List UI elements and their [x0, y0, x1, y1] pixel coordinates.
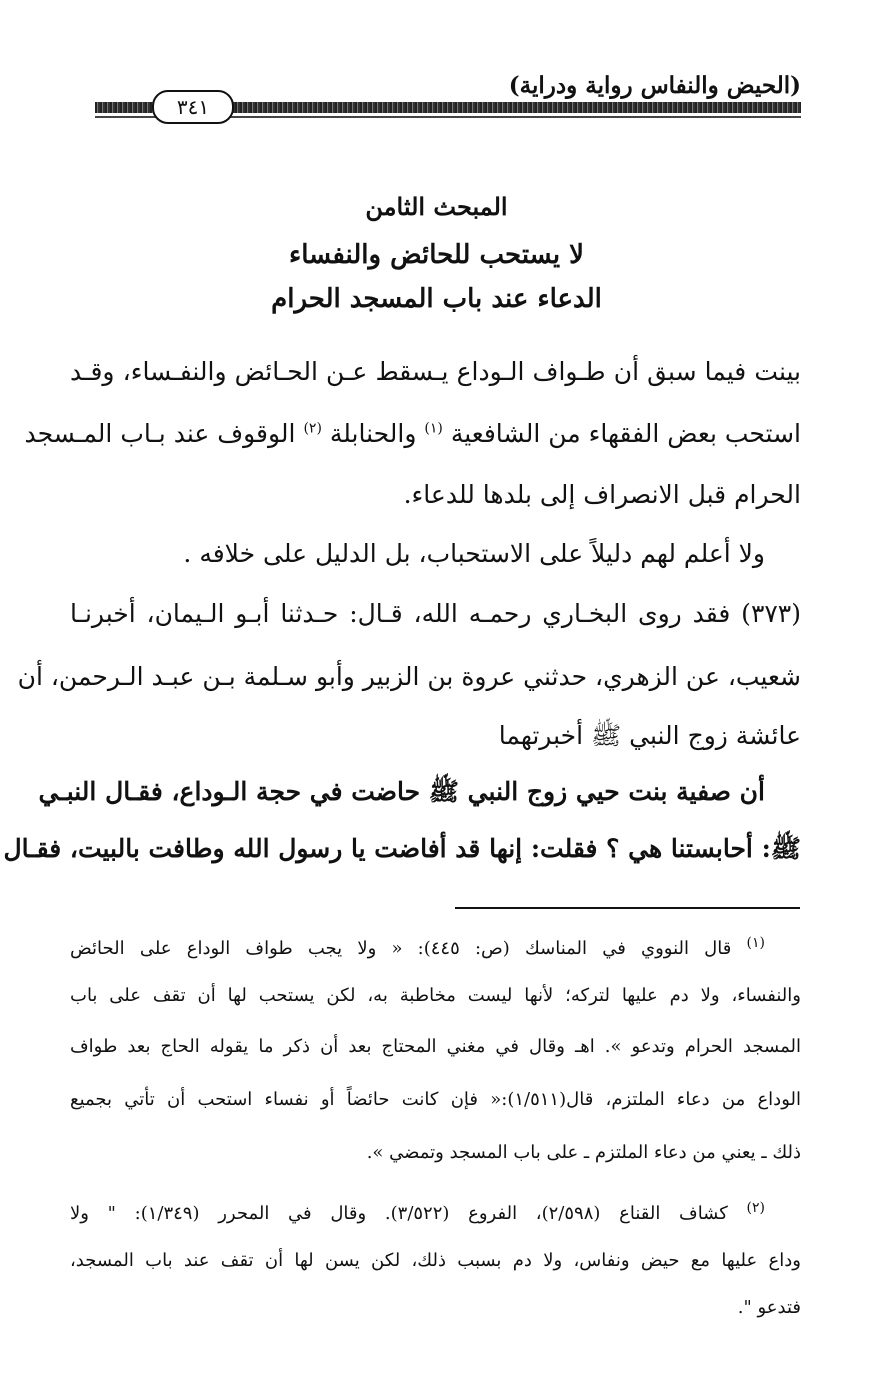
footnote-line: فتدعو ". [737, 1297, 801, 1318]
chapter-title-line-1: لا يستحب للحائض والنفساء [289, 240, 584, 270]
footnote-line: ذلك ـ يعني من دعاء الملتزم ـ على باب المسجد وتمضي ». [366, 1142, 801, 1163]
body-line: شعيب، عن الزهري، حدثني عروة بن الزبير وأبو سـلمة بـن عبـد الـرحمن، أن [17, 662, 801, 691]
footnote-text: كشاف القناع (٢/٥٩٨)، الفروع (٣/٥٢٢). وقال في المحرر (١/٣٤٩): " ولا [70, 1203, 728, 1224]
footnote-line: وداع عليها مع حيض ونفاس، ولا دم بسبب ذلك، لكن يسن لها أن تقف عند باب المسجد، [70, 1250, 801, 1271]
hadith-line: أن صفية بنت حيي زوج النبي ﷺ حاضت في حجة الـوداع، فقـال النبـي [38, 777, 765, 806]
chapter-title-line-2: الدعاء عند باب المسجد الحرام [271, 284, 602, 314]
page-number: ٣٤١ [152, 90, 234, 124]
body-line: الحرام قبل الانصراف إلى بلدها للدعاء. [403, 480, 801, 509]
footnote-line: المسجد الحرام وتدعو ». اهـ وقال في مغني المحتاج بعد أن ذكر ما يقوله الحاج بعد طواف [70, 1036, 801, 1057]
footnote-marker[interactable]: (١) [424, 420, 443, 437]
footnote-line: الوداع من دعاء الملتزم، قال(١/٥١١):« فإن كانت حائضاً أو نفساء استحب أن تأتي بجميع [70, 1089, 801, 1110]
footnote-text: قال النووي في المناسك (ص: ٤٤٥): « ولا يجب طواف الوداع على الحائض [70, 938, 732, 959]
footnote-number: (١) [746, 935, 765, 951]
body-text: الوقوف عند بـاب المـسجد [24, 419, 296, 448]
footnote-line [70, 935, 765, 959]
hadith-line: ﷺ: أحابستنا هي ؟ فقلت: إنها قد أفاضت يا رسول الله وطافت بالبيت، فقـال [3, 834, 801, 863]
body-line: بينت فيما سبق أن طـواف الـوداع يـسقط عـن الحـائض والنفـساء، وقـد [70, 357, 801, 386]
body-text: استحب بعض الفقهاء من الشافعية [450, 419, 801, 448]
footnote-number: (٢) [746, 1200, 765, 1216]
body-line: ولا أعلم لهم دليلاً على الاستحباب، بل الدليل على خلافه . [183, 539, 765, 568]
body-text: والحنابلة [329, 419, 417, 448]
body-line: (٣٧٣) فقد روى البخـاري رحمـه الله، قـال: حـدثنا أبـو الـيمان، أخبرنـا [70, 599, 801, 628]
footnote-marker[interactable]: (٢) [303, 420, 322, 437]
footnote-line: والنفساء، ولا دم عليها لتركه؛ لأنها ليست مخاطبة به، لكن يستحب لها أن تقف على باب [70, 985, 801, 1006]
running-title: (الحيض والنفاس رواية ودراية) [508, 72, 801, 99]
body-line: عائشة زوج النبي ﷺ أخبرتهما [498, 721, 801, 750]
footnote-separator [455, 907, 800, 909]
body-line [24, 419, 801, 448]
footnote-line [70, 1200, 765, 1224]
section-heading: المبحث الثامن [365, 192, 508, 221]
